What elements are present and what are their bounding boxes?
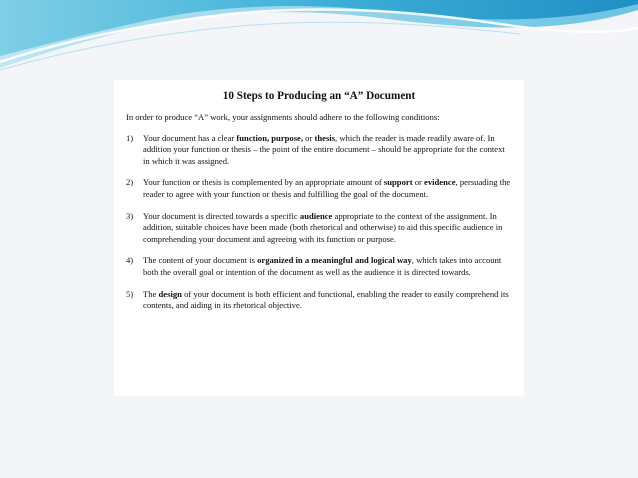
document-title: 10 Steps to Producing an “A” Document xyxy=(222,90,416,102)
step-text-run: Your document is directed towards a specific xyxy=(143,210,300,221)
header-wave-decoration xyxy=(0,0,638,80)
step-item xyxy=(126,133,512,168)
document-image xyxy=(114,80,524,396)
step-item xyxy=(126,177,512,200)
step-text-bold: evidence xyxy=(424,177,456,188)
step-text-bold: thesis xyxy=(314,132,336,143)
step-text-bold: support xyxy=(383,177,413,188)
step-number: 1) xyxy=(126,132,134,143)
step-text-run: The xyxy=(143,288,159,299)
step-text-run: , which the reader is made readily aware of. In addition your function or thesis – the point of the entire document – should be appropriate for the context in which it was assigned. xyxy=(143,132,505,166)
step-text-run: The content of your document is xyxy=(143,255,258,266)
step-text xyxy=(143,289,512,312)
step-text-run: or xyxy=(412,177,425,188)
step-text-run: appropriate to the context of the assignment. In addition, suitable choices have been made (both rhetorical and otherwise) to aid this specific audience in comprehending your document and agreeing with its function or purpose. xyxy=(143,210,503,244)
step-text-bold: audience xyxy=(299,210,333,221)
step-number: 4) xyxy=(126,255,134,266)
step-text-run: Your document has a clear xyxy=(143,132,237,143)
step-text-run: or xyxy=(303,132,315,143)
step-text xyxy=(143,255,512,278)
step-text xyxy=(143,211,512,246)
step-item xyxy=(126,289,512,312)
step-text-bold: function, purpose, xyxy=(236,132,304,143)
step-text-run: , persuading the reader to agree with your function or thesis and fulfilling the goal of the document. xyxy=(143,177,511,199)
step-text xyxy=(143,133,512,168)
step-text-run: , which takes into account both the overall goal or intention of the document as well as the audience it is directed towards. xyxy=(143,255,502,277)
step-text-bold: organized in a meaningful and logical way xyxy=(257,255,412,266)
steps-list xyxy=(126,133,512,312)
step-text-run: of your document is both efficient and functional, enabling the reader to easily comprehend its contents, and aiding in its rhetorical objective. xyxy=(143,288,509,311)
step-number: 2) xyxy=(126,177,134,188)
step-text-run: Your function or thesis is complemented by an appropriate amount of xyxy=(143,177,384,188)
step-number: 3) xyxy=(126,210,134,221)
step-text xyxy=(143,177,512,200)
intro-text: In order to produce “A” work, your assignments should adhere to the following conditions: xyxy=(126,112,440,122)
step-item xyxy=(126,255,512,278)
step-text-bold: design xyxy=(158,288,182,299)
step-number: 5) xyxy=(126,288,134,299)
step-item xyxy=(126,211,512,246)
